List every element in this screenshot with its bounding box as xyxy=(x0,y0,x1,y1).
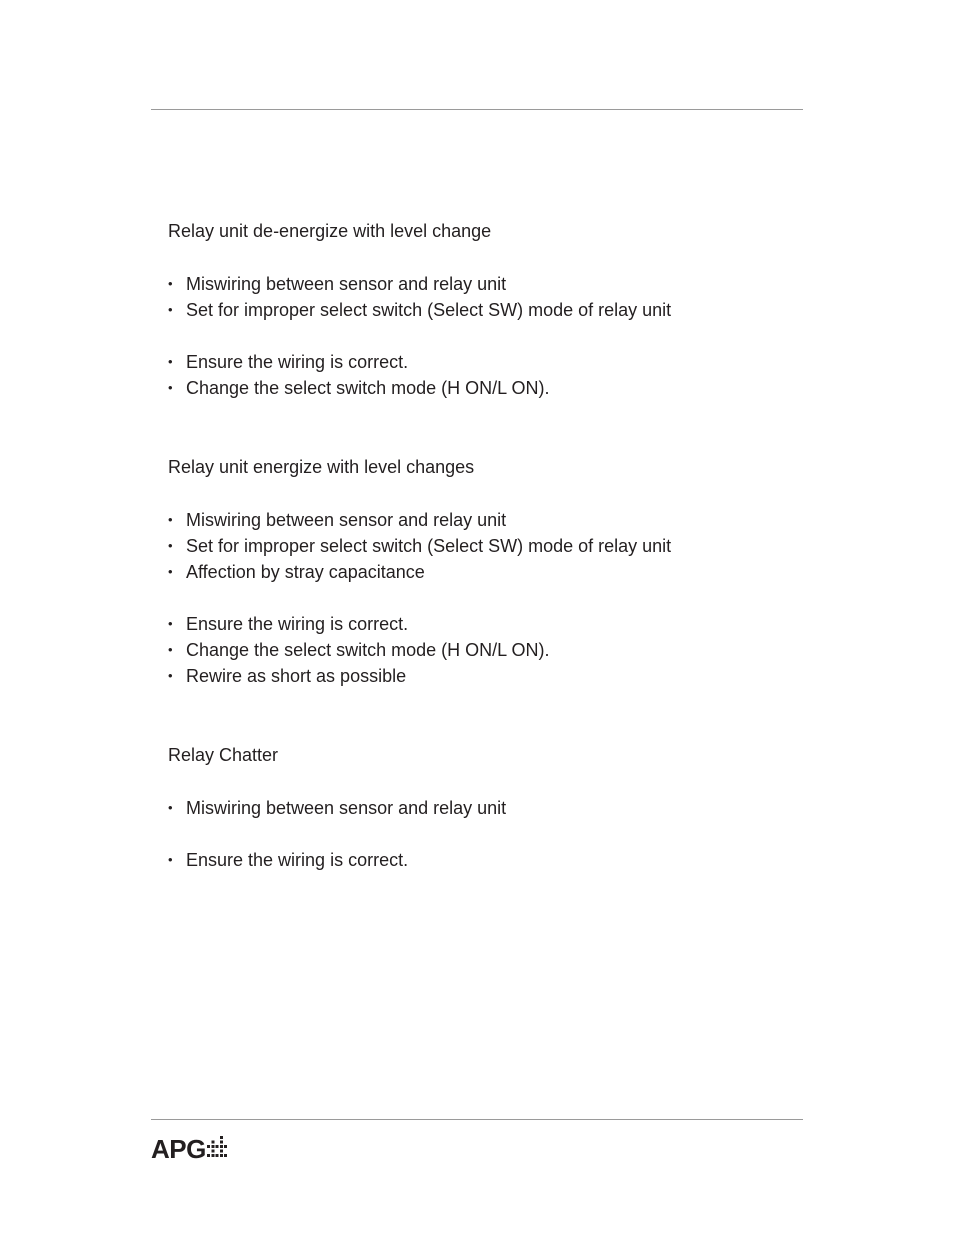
solution-item: • Change the select switch mode (H ON/L ON). xyxy=(168,375,788,401)
cause-item: • Miswiring between sensor and relay unit xyxy=(168,271,788,297)
problem-title: Relay unit energize with level changes xyxy=(168,457,475,477)
solution-item: • Ensure the wiring is correct. xyxy=(168,611,788,637)
cause-list xyxy=(168,271,788,323)
troubleshooting-section xyxy=(168,218,788,401)
footer-divider xyxy=(151,1119,803,1120)
solution-list xyxy=(168,349,788,401)
cause-list xyxy=(168,507,788,585)
solution-item: • Rewire as short as possible xyxy=(168,663,788,689)
troubleshooting-section xyxy=(168,742,788,873)
problem-title: Relay unit de-energize with level change xyxy=(168,221,492,241)
header-divider xyxy=(151,109,803,110)
cause-item: • Miswiring between sensor and relay unit xyxy=(168,795,788,821)
logo-wordmark: APG xyxy=(151,1133,206,1164)
solution-item: • Change the select switch mode (H ON/L ON). xyxy=(168,637,788,663)
solution-item: • Ensure the wiring is correct. xyxy=(168,349,788,375)
solution-list xyxy=(168,611,788,689)
troubleshooting-section xyxy=(168,454,788,689)
problem-title: Relay Chatter xyxy=(168,745,279,765)
cause-item: • Set for improper select switch (Select SW) mode of relay unit xyxy=(168,297,788,323)
solution-item: • Ensure the wiring is correct. xyxy=(168,847,788,873)
cause-item: • Affection by stray capacitance xyxy=(168,559,788,585)
cause-item: • Miswiring between sensor and relay unit xyxy=(168,507,788,533)
cause-item: • Set for improper select switch (Select SW) mode of relay unit xyxy=(168,533,788,559)
apg-dot-grid-icon xyxy=(207,1136,227,1163)
cause-list xyxy=(168,795,788,821)
solution-list xyxy=(168,847,788,873)
apg-logo xyxy=(151,1134,227,1164)
troubleshooting-content xyxy=(168,218,788,873)
